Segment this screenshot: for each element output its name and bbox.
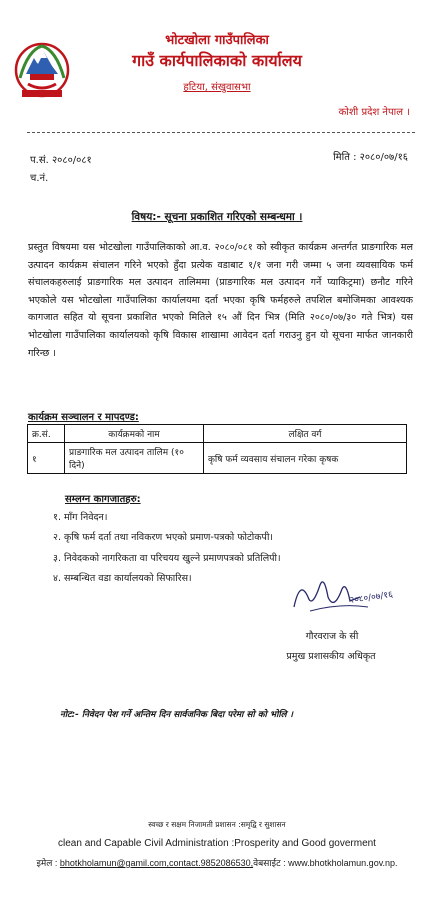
- table-cell: प्राङगारिक मल उत्पादन तालिम (१० दिने): [65, 443, 204, 474]
- table-header-row: [28, 425, 407, 443]
- subject-line: विषय:- सूचना प्रकाशित गरिएको सम्बन्धमा ।: [131, 211, 303, 223]
- reference-number: प.सं. २०८०/०८१: [30, 155, 92, 166]
- signatory-name: गौरवराज के सी: [305, 631, 359, 642]
- email-label: इमेल :: [36, 858, 58, 868]
- list-item: ३. निवेदकको नागरिकता वा परिचयय खुल्ने प्रमाणपत्रको प्रतिलिपी।: [53, 552, 281, 564]
- footer-contact: [0, 856, 434, 869]
- footer-english: clean and Capable Civil Administration :Prosperity and Good goverment: [58, 838, 376, 849]
- municipality-name: भोटखोला गाउँपालिका: [165, 33, 269, 48]
- column-header: कार्यक्रमको नाम: [65, 425, 204, 443]
- header-divider: [27, 132, 415, 133]
- annex-list: [53, 508, 281, 590]
- office-location: हटिया, संखुवासभा: [183, 82, 251, 93]
- province-name: कोशी प्रदेश नेपाल ।: [338, 107, 410, 118]
- table-row: [28, 443, 407, 474]
- list-item: १. माँग निवेदन।: [53, 512, 108, 523]
- list-item: ४. सम्बन्धित वडा कार्यालयको सिफारिस।: [53, 573, 192, 585]
- letter-date: मिति : २०८०/०७/१६: [333, 152, 408, 163]
- column-header: क्र.सं.: [28, 425, 65, 443]
- annex-heading: सम्लग्न कागजातहरु:: [65, 494, 141, 505]
- list-item: २. कृषि फर्म दर्ता तथा नविकरण भएको प्रमाण-पत्रको फोटोकपी।: [53, 532, 274, 544]
- program-table: [27, 424, 407, 474]
- notice-body: प्रस्तुत विषयमा यस भोटखोला गाउँपालिकाको आ.व. २०८०/०८१ को स्वीकृत कार्यक्रम अन्तर्गत प्राङगारिक मल उत्पादन कार्यक्रम संचालन गरिने भएको हुँदा प्रत्येक वडाबाट १/१ जना गरी जम्मा ५ जना व्यवसायिक फर्म संचालकहरुलाई प्राङगारिक मल उत्पादन तालिममा (प्राङगारिक मल उत्पादन गर्ने प्याकिट्रमा) छनौट गरिने भएकोले यस भोटखोला गाउँपालिका कार्यालयमा दर्ता भएका कृषि फर्महरुले तपशिल बमोजिमका आवश्यक कागजात सहित यो सूचना प्रकाशित भएको मितिले १५ औं दिन भित्र (मिति २०८०/०७/३० गते भित्र) यस भोटखोला गाउँपालिका कार्यालयको कृषि विकास शाखामा आवेदन दर्ता गराउनु हुन यो सूचना मार्फत जानकारी गरिन्छ ।: [28, 242, 413, 359]
- signature-icon: [290, 567, 410, 623]
- column-header: लक्षित वर्ग: [204, 425, 407, 443]
- program-heading: कार्यक्रम सञ्चालन र मापदण्ड:: [28, 412, 139, 423]
- note-text: नोट:- निवेदन पेश गर्ने अन्तिम दिन सार्वजनिक बिदा परेमा सो को भोलि ।: [60, 710, 293, 720]
- website-text[interactable]: वेबसाईट : www.bhotkholamun.gov.np.: [253, 858, 398, 868]
- dispatch-number: च.नं.: [30, 173, 49, 184]
- email-link[interactable]: bhotkholamun@gamil.com,contact.9852086530,: [59, 858, 254, 868]
- table-cell: कृषि फर्म व्यवसाय संचालन गरेका कृषक: [204, 443, 407, 474]
- office-name: गाउँ कार्यपालिकाको कार्यालय: [132, 51, 302, 70]
- signatory-role: प्रमुख प्रशासकीय अधिकृत: [286, 651, 376, 662]
- footer-slogan: स्वच्छ र सक्षम निजामती प्रशासन :समृद्वि र सुशासन: [148, 820, 286, 829]
- signature-date: २०८०/०७/१६: [349, 590, 394, 606]
- table-cell: १: [28, 443, 65, 474]
